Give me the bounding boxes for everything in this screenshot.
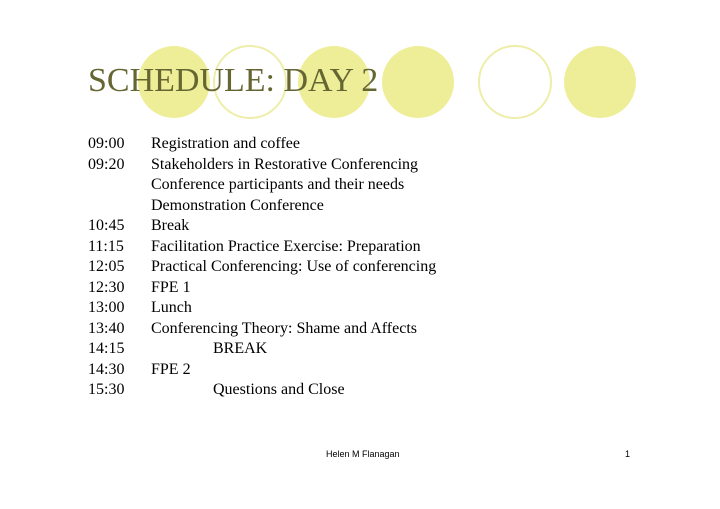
schedule-item: Stakeholders in Restorative Conferencing xyxy=(151,155,419,173)
schedule-time: 13:00 xyxy=(88,299,125,316)
schedule-time: 09:20 xyxy=(88,155,125,173)
schedule-time: 12:05 xyxy=(88,258,125,275)
schedule-item: FPE 2 xyxy=(151,360,191,378)
schedule-item: BREAK xyxy=(213,340,268,357)
schedule-time: 10:45 xyxy=(88,217,125,234)
schedule-time: 09:00 xyxy=(88,135,125,152)
circle-6 xyxy=(564,46,636,118)
schedule-item: FPE 1 xyxy=(151,278,191,296)
schedule-time: 11:15 xyxy=(88,237,124,255)
schedule-item: Lunch xyxy=(151,299,192,316)
footer-author: Helen M Flanagan xyxy=(326,449,400,459)
schedule-time: 12:30 xyxy=(88,278,125,296)
schedule-time: 14:30 xyxy=(88,360,125,378)
schedule-item: Registration and coffee xyxy=(151,135,300,152)
circle-5 xyxy=(479,46,551,118)
schedule-item: Conferencing Theory: Shame and Affects xyxy=(151,319,417,337)
schedule-time: 14:15 xyxy=(88,340,125,357)
slide-title: SCHEDULE: DAY 2 xyxy=(88,62,379,99)
schedule-item: Practical Conferencing: Use of conferencing xyxy=(151,258,437,275)
schedule-time: 13:40 xyxy=(88,319,125,337)
schedule-item: Conference participants and their needs xyxy=(151,176,405,193)
schedule-item: Demonstration Conference xyxy=(151,196,324,214)
schedule-item: Break xyxy=(151,217,190,234)
schedule-item: Questions and Close xyxy=(213,381,345,398)
page-number: 1 xyxy=(625,449,631,459)
schedule-item: Facilitation Practice Exercise: Preparation xyxy=(151,237,421,255)
circle-4 xyxy=(382,46,454,118)
schedule-time: 15:30 xyxy=(88,381,125,398)
